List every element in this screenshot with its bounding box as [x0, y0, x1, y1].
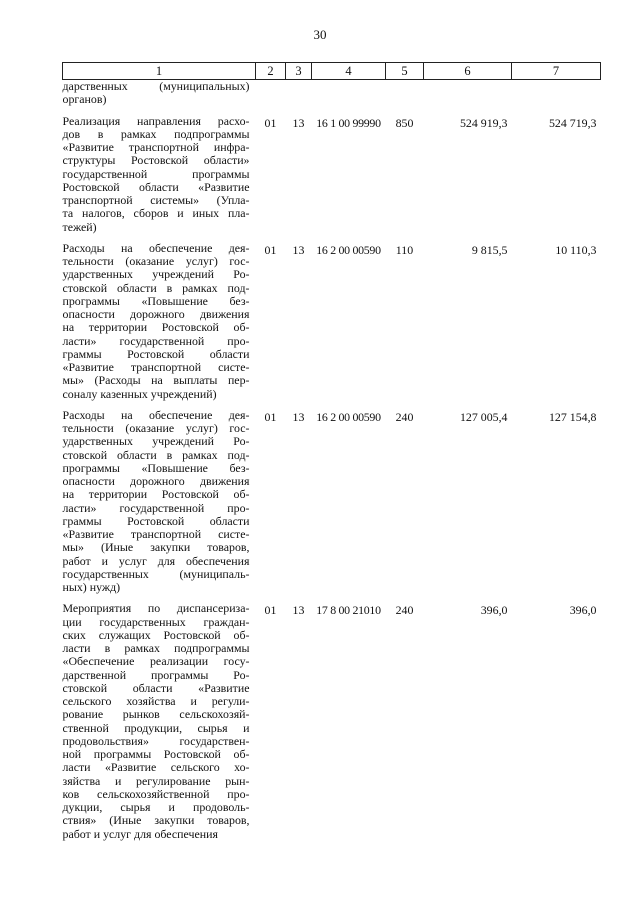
description-line: Расходы на обеспечение дея-: [62, 240, 250, 255]
description-line: та налогов, сборов и иных пла-: [62, 206, 250, 221]
amount-year-1: 396,0: [480, 603, 508, 618]
section-code: [256, 80, 286, 107]
description-line: дарственных (муниципальных): [62, 79, 250, 93]
description-line: граммы Ростовской области: [62, 513, 250, 528]
row-description: [63, 115, 256, 234]
table-row: [63, 80, 601, 107]
description-line: государственной программы: [62, 166, 250, 181]
description-line: на территории Ростовской об-: [62, 320, 250, 335]
description-line: ков сельскохозяйственной про-: [62, 786, 250, 801]
header-col-6: 6: [424, 63, 512, 80]
header-col-3: 3: [286, 63, 312, 80]
table-row: [63, 602, 601, 841]
expense-type-code: 240: [395, 409, 414, 424]
section-code: 01: [264, 115, 277, 130]
amount-year-2: 127 154,8: [548, 409, 597, 424]
section-code: 01: [264, 409, 277, 424]
description-line: мы» (Иные закупки товаров,: [62, 540, 250, 555]
description-line: «Развитие транспортной систе-: [62, 527, 250, 541]
description-line: программы «Повышение без-: [62, 460, 250, 475]
target-article-code: 16 2 00 00590: [316, 409, 381, 424]
header-col-5: 5: [386, 63, 424, 80]
description-line: рование рынков сельскохозяй-: [62, 707, 250, 722]
description-line: ласти в рамках подпрограммы: [62, 641, 250, 655]
description-line: государственных (муниципаль-: [62, 566, 250, 581]
description-line: дукции, сырья и продоволь-: [62, 800, 250, 814]
description-line: опасности дорожного движения: [62, 474, 250, 488]
description-line: стовской области в рамках под-: [62, 447, 250, 462]
amount-year-1: 524 919,3: [459, 115, 508, 130]
amount-year-2: 524 719,3: [548, 115, 597, 130]
header-col-2: 2: [256, 63, 286, 80]
description-line: ских служащих Ростовской об-: [62, 627, 250, 642]
description-line: ственной продукции, сырья и: [62, 720, 250, 735]
row-description: [63, 602, 256, 841]
description-line: тельности (оказание услуг) гос-: [62, 254, 250, 268]
header-col-7: 7: [512, 63, 601, 80]
section-code: 01: [264, 242, 277, 257]
target-article-code: [312, 80, 386, 107]
description-line: транспортной системы» (Упла-: [62, 193, 250, 207]
table-row: [63, 242, 601, 401]
description-line: сельского хозяйства и регули-: [62, 694, 250, 708]
expense-type-code: 110: [395, 242, 414, 257]
description-line: ных) нужд): [62, 580, 121, 594]
expense-type-code: [386, 80, 424, 107]
header-col-4: 4: [312, 63, 386, 80]
amount-year-2: 10 110,3: [555, 242, 597, 257]
subsection-code: 13: [292, 603, 305, 618]
description-line: Мероприятия по диспансериза-: [62, 601, 250, 616]
description-line: Реализация направления расхо-: [62, 113, 250, 128]
page-number: 30: [313, 27, 327, 42]
row-description: [63, 242, 256, 401]
description-line: продовольствия» государствен-: [62, 733, 250, 748]
description-line: структуры Ростовской области»: [62, 153, 250, 168]
description-line: ласти» государственной про-: [62, 500, 250, 515]
description-line: опасности дорожного движения: [62, 307, 250, 321]
amount-year-2: [512, 80, 601, 107]
header-col-1: 1: [63, 63, 256, 80]
description-line: Ростовской области «Развитие: [62, 179, 250, 194]
description-line: «Обеспечение реализации госу-: [62, 654, 250, 669]
section-code: 01: [264, 603, 277, 618]
target-article-code: 16 2 00 00590: [316, 242, 381, 257]
subsection-code: 13: [292, 242, 305, 257]
description-line: органов): [62, 92, 107, 107]
amount-year-1: 9 815,5: [471, 242, 508, 257]
description-line: зяйства и регулирование рын-: [62, 773, 250, 788]
row-description: [63, 80, 256, 107]
subsection-code: 13: [292, 115, 305, 130]
description-line: тельности (оказание услуг) гос-: [62, 421, 250, 435]
description-line: дов в рамках подпрограммы: [62, 126, 250, 141]
expense-type-code: 240: [395, 603, 414, 618]
expense-type-code: 850: [395, 115, 414, 130]
description-line: «Развитие транспортной систе-: [62, 360, 250, 374]
description-line: программы «Повышение без-: [62, 293, 250, 308]
description-line: ласти «Развитие сельского хо-: [62, 760, 250, 775]
description-line: граммы Ростовской области: [62, 346, 250, 361]
row-description: [63, 409, 256, 595]
subsection-code: [286, 80, 312, 107]
table-body: [63, 80, 601, 841]
description-line: соналу казенных учреждений): [62, 386, 217, 401]
table-header: [63, 63, 601, 80]
amount-year-1: [424, 80, 512, 107]
description-line: мы» (Расходы на выплаты пер-: [62, 373, 250, 388]
table-row: [63, 115, 601, 234]
description-line: стовской области в рамках под-: [62, 280, 250, 295]
description-line: работ и услуг для обеспечения: [62, 826, 218, 841]
description-line: «Развитие транспортной инфра-: [62, 140, 250, 154]
description-line: ударственных учреждений Ро-: [62, 434, 250, 449]
amount-year-2: 396,0: [569, 603, 597, 618]
description-line: ласти» государственной про-: [62, 333, 250, 348]
description-line: ствия» (Иные закупки товаров,: [62, 813, 250, 828]
description-line: ции государственных граждан-: [62, 614, 250, 629]
description-line: работ и услуг для обеспечения: [62, 553, 250, 568]
table-row: [63, 409, 601, 595]
subsection-code: 13: [292, 409, 305, 424]
amount-year-1: 127 005,4: [459, 409, 508, 424]
description-line: дарственной программы Ро-: [62, 667, 250, 682]
description-line: тежей): [62, 219, 97, 234]
description-line: ной программы Ростовской об-: [62, 747, 250, 761]
description-line: на территории Ростовской об-: [62, 487, 250, 502]
description-line: стовской области «Развитие: [62, 680, 250, 695]
target-article-code: 16 1 00 99990: [316, 115, 381, 130]
description-line: Расходы на обеспечение дея-: [62, 407, 250, 422]
description-line: ударственных учреждений Ро-: [62, 267, 250, 282]
target-article-code: 17 8 00 21010: [316, 603, 381, 618]
budget-table: [62, 62, 601, 841]
header-row: [63, 63, 601, 80]
